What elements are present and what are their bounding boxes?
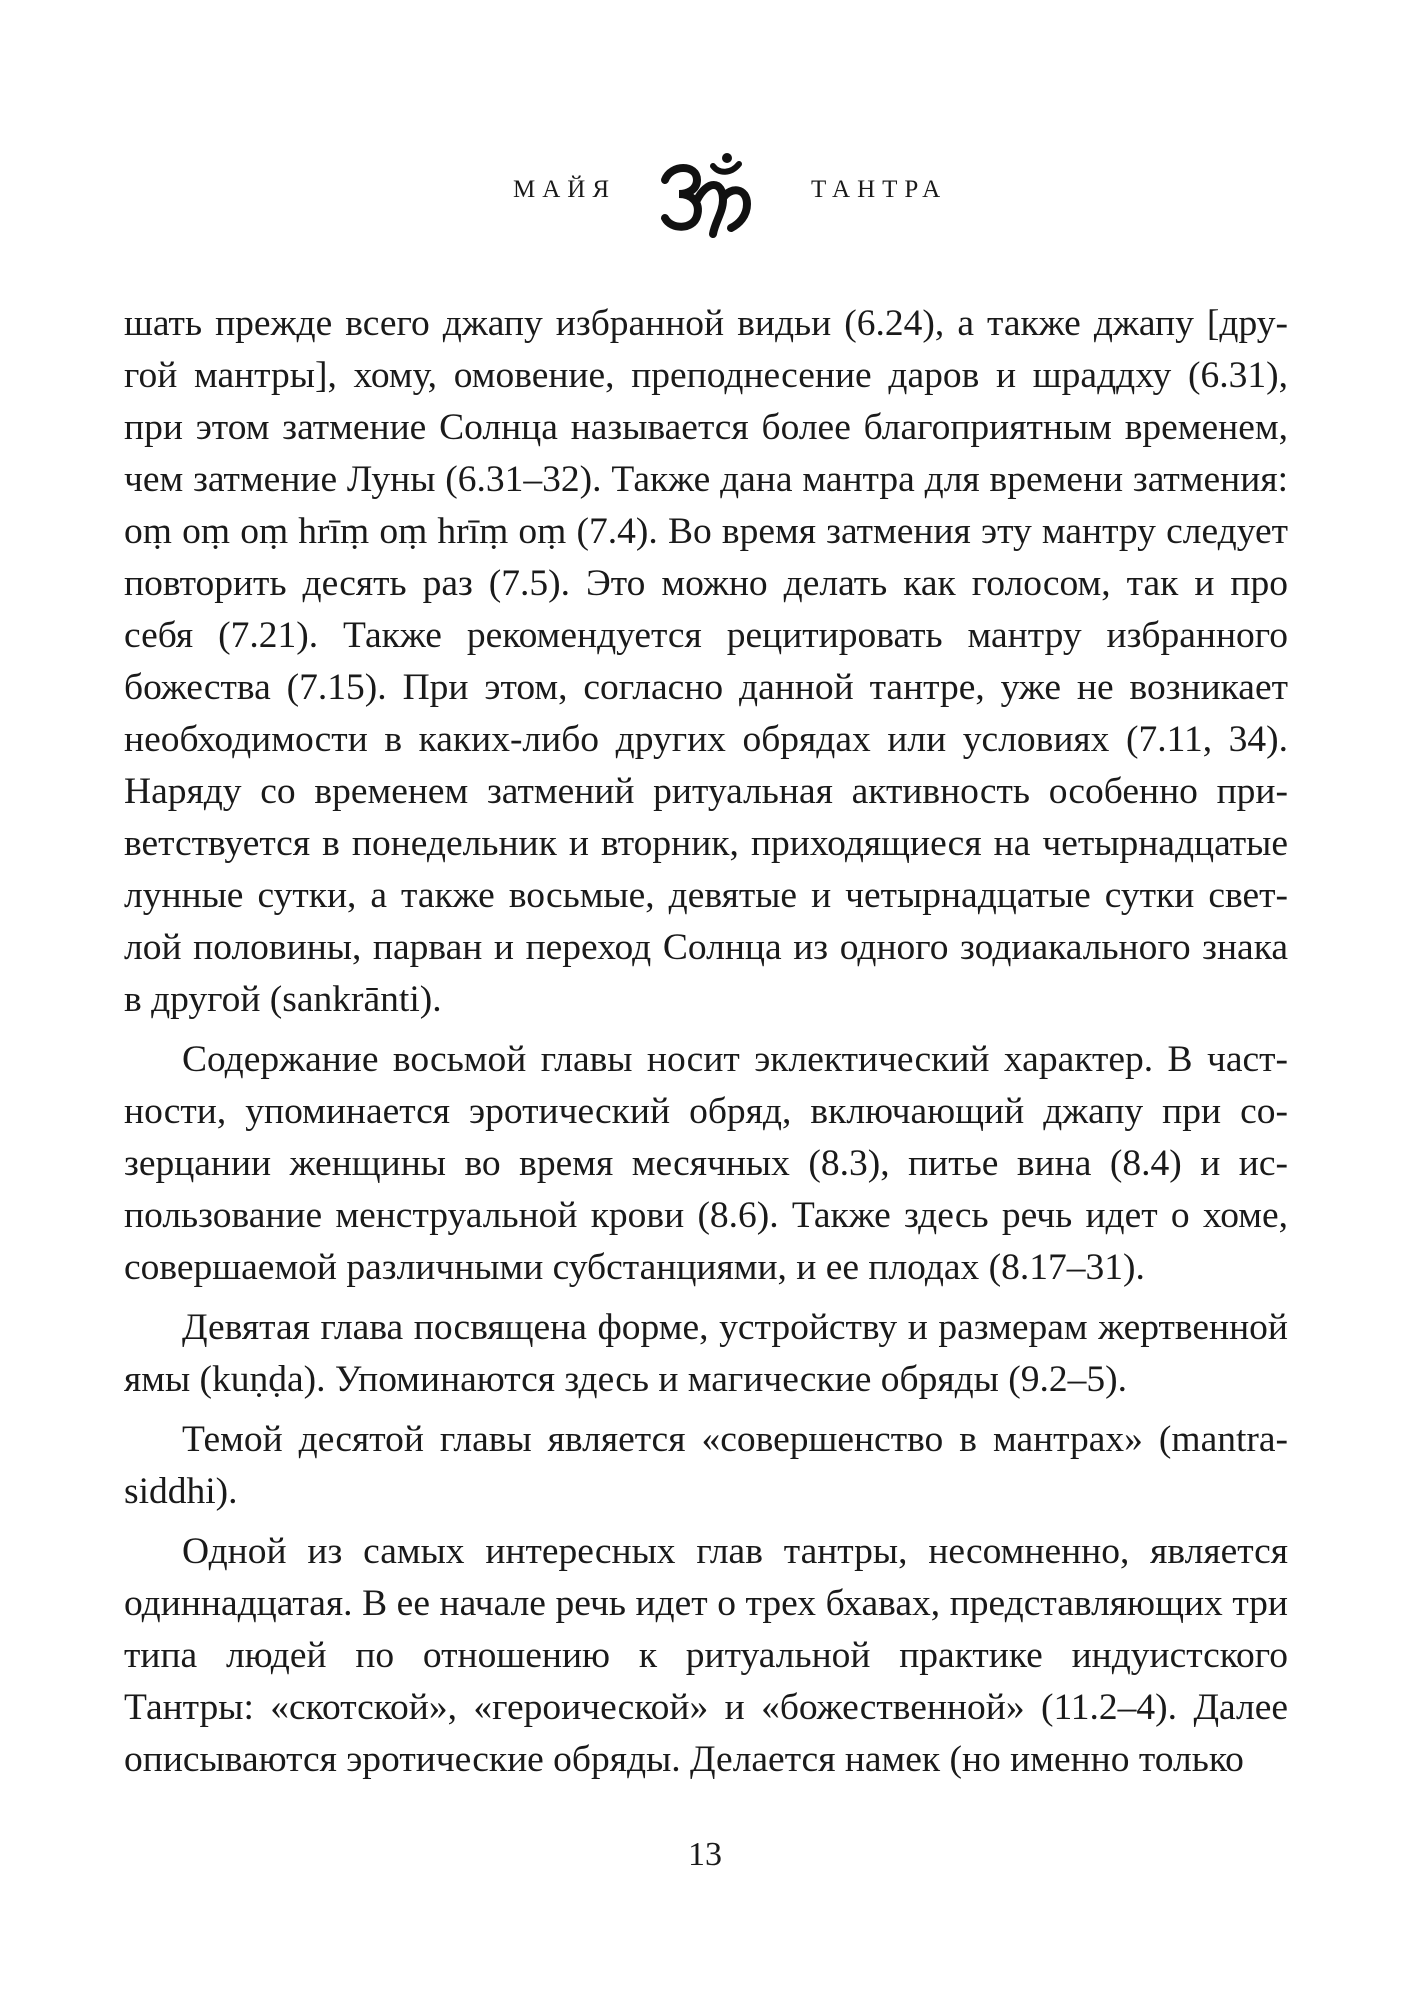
paragraph-3: Девятая глава посвящена форме, устройству и размерам жертвенной ямы (kuṇḍa). Упоминаются здесь и магические обряды (9.2–5). — [124, 1307, 1288, 1400]
paragraph-1: шать прежде всего джапу избранной видьи (6.24), а также джапу [другой мантры], хому, омовение, преподнесение даров и шраддху (6.31), при этом затмение Солнца называется более благоприятным временем, чем затмение Луны (6.31–32). Также дана мантра для времени затмения: oṃ oṃ oṃ hrīṃ oṃ hrīṃ oṃ (7.4). Во время затмения эту мантру следует повторить десять раз (7.5). Это можно делать как голосом, так и про себя (7.21). Также рекомендуется рецитировать мантру избранного божества (7.15). При этом, согласно данной тантре, уже не возникает необходимости в каких-либо других обрядах или условиях (7.11, 34). Наряду со временем затмений ритуальная активность особенно приветствуется в понедельник и вторник, приходящиеся на четырнадцатые лунные сутки, а также восьмые, девятые и четырнадцатые сутки светлой половины, парван и переход Солнца из одного зодиакального знака в другой (sankrānti). — [124, 303, 1288, 1020]
running-head-title-left: МАЙЯ — [513, 176, 617, 203]
page-number: 13 — [688, 1836, 722, 1873]
body-text — [124, 298, 1288, 1786]
running-head — [0, 150, 1410, 240]
paragraph-4: Темой десятой главы является «совершенство в мантрах» (mantra-siddhi). — [124, 1419, 1288, 1512]
om-icon — [657, 150, 757, 240]
running-head-title-right: ТАНТРА — [811, 176, 948, 203]
paragraph-2: Содержание восьмой главы носит эклектический характер. В частности, упоминается эротический обряд, включающий джапу при созерцании женщины во время месячных (8.3), питье вина (8.4) и использование менструальной крови (8.6). Также здесь речь идет о хоме, совершаемой различными субстанциями, и ее плодах (8.17–31). — [124, 1039, 1288, 1288]
paragraph-5: Одной из самых интересных глав тантры, несомненно, является одиннадцатая. В ее начале речь идет о трех бхавах, представляющих три типа людей по отношению к ритуальной практике индуистского Тантры: «скотской», «героической» и «божественной» (11.2–4). Далее описываются эротические обряды. Делается намек (но именно только — [124, 1531, 1288, 1780]
